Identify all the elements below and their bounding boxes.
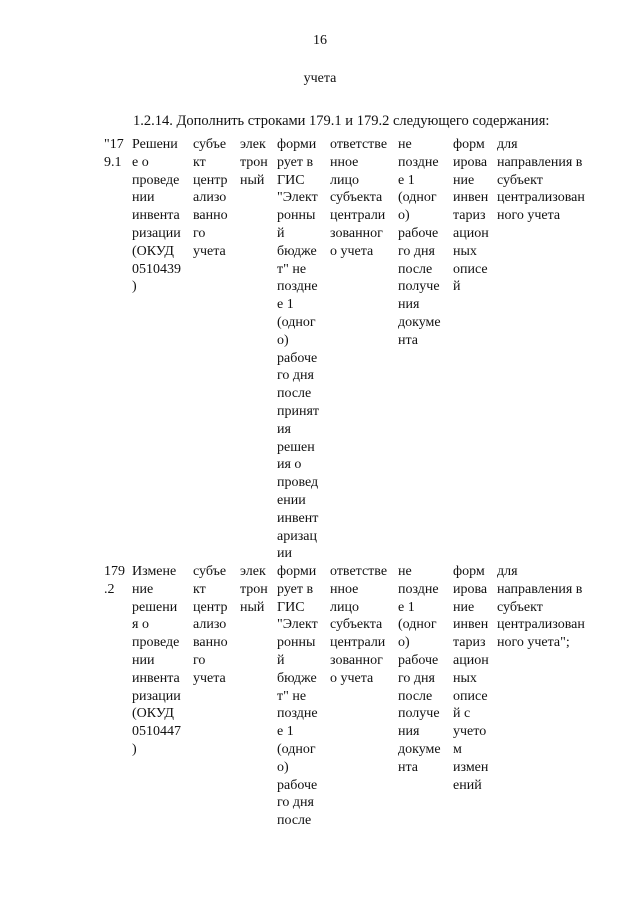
cell-line: после bbox=[277, 386, 312, 402]
cell-line: провед bbox=[277, 475, 319, 491]
cell-line: (ОКУД bbox=[132, 243, 174, 259]
cell-line: го дня bbox=[398, 243, 435, 259]
cell-line: инвен bbox=[453, 617, 489, 633]
cell-line: ние bbox=[132, 581, 154, 597]
cell-line: е о bbox=[132, 154, 149, 170]
recipient bbox=[497, 563, 585, 652]
cell-line: элек bbox=[240, 564, 266, 579]
cell-line: поздне bbox=[398, 154, 439, 170]
cell-line: субъе bbox=[193, 564, 227, 579]
cell-line: субъект bbox=[497, 172, 543, 188]
cell-line: элек bbox=[240, 137, 266, 152]
cell-line: инвен bbox=[453, 190, 489, 206]
responsible-person bbox=[330, 136, 387, 261]
cell-line: после bbox=[398, 688, 433, 704]
cell-line: субъе bbox=[193, 137, 227, 152]
deadline bbox=[398, 136, 441, 350]
cell-line: ений bbox=[453, 777, 482, 793]
cell-line: ГИС bbox=[277, 599, 305, 615]
cell-line: ии bbox=[277, 546, 292, 562]
document-name bbox=[132, 136, 181, 296]
cell-line: кт bbox=[193, 581, 206, 597]
purpose bbox=[453, 563, 489, 794]
cell-line: ении bbox=[277, 492, 306, 508]
cell-line: проведе bbox=[132, 635, 180, 651]
cell-line: ответстве bbox=[330, 137, 388, 152]
cell-line: рабоче bbox=[398, 652, 439, 668]
cell-line: ронны bbox=[277, 635, 316, 651]
cell-line: ния bbox=[398, 724, 420, 740]
cell-line: 0510447 bbox=[132, 724, 181, 740]
cell-line: ных bbox=[453, 243, 477, 259]
cell-line: решени bbox=[132, 599, 178, 615]
cell-line: проведе bbox=[132, 172, 180, 188]
row-code bbox=[104, 136, 124, 172]
cell-line: субъект bbox=[497, 599, 543, 615]
cell-line: й bbox=[277, 652, 285, 668]
cell-line: ного учета"; bbox=[497, 635, 570, 651]
cell-line: .2 bbox=[104, 581, 115, 597]
cell-line: нное bbox=[330, 581, 359, 597]
cell-line: го дня bbox=[277, 368, 314, 384]
cell-line: централизован bbox=[497, 617, 585, 633]
cell-line: 179 bbox=[104, 564, 125, 579]
cell-line: зованног bbox=[330, 225, 383, 241]
cell-line: докуме bbox=[398, 741, 441, 757]
cell-line: описе bbox=[453, 688, 488, 704]
cell-line: решен bbox=[277, 439, 315, 455]
cell-line: го bbox=[193, 225, 206, 241]
cell-line: ализо bbox=[193, 190, 227, 206]
page-number: 16 bbox=[313, 33, 327, 48]
cell-line: Измене bbox=[132, 564, 177, 579]
document-name bbox=[132, 563, 181, 759]
cell-line: поздне bbox=[277, 279, 318, 295]
cell-line: центр bbox=[193, 172, 228, 188]
cell-line: нии bbox=[132, 652, 155, 668]
cell-line: ного учета bbox=[497, 208, 561, 224]
cell-line: ронны bbox=[277, 208, 316, 224]
cell-line: инвента bbox=[132, 208, 180, 224]
cell-line: кт bbox=[193, 154, 206, 170]
cell-line: ный bbox=[240, 599, 265, 615]
cell-line: получе bbox=[398, 706, 440, 722]
cell-line: о) bbox=[277, 332, 289, 348]
cell-line: ия о bbox=[277, 457, 302, 473]
cell-line: принят bbox=[277, 403, 320, 419]
cell-line: аризац bbox=[277, 528, 317, 544]
cell-line: учета bbox=[193, 243, 226, 259]
cell-line: й bbox=[453, 279, 461, 295]
cell-line: тариз bbox=[453, 635, 486, 651]
cell-line: ализо bbox=[193, 617, 227, 633]
cell-line: нта bbox=[398, 759, 418, 775]
cell-line: не bbox=[398, 564, 412, 579]
cell-line: бюдже bbox=[277, 670, 317, 686]
cell-line: нное bbox=[330, 154, 359, 170]
cell-line: го дня bbox=[398, 670, 435, 686]
cell-line: ризации bbox=[132, 225, 181, 241]
cell-line: м bbox=[453, 741, 462, 757]
cell-line: ние bbox=[453, 172, 475, 188]
cell-line: (одног bbox=[277, 741, 316, 757]
cell-line: я о bbox=[132, 617, 149, 633]
cell-line: (одног bbox=[398, 190, 437, 206]
cell-line: о) bbox=[398, 635, 410, 651]
cell-line: ацион bbox=[453, 225, 489, 241]
cell-line: субъекта bbox=[330, 617, 383, 633]
cell-line: централизован bbox=[497, 190, 585, 206]
cell-line: ванно bbox=[193, 208, 228, 224]
cell-line: учета bbox=[193, 670, 226, 686]
document-form bbox=[240, 136, 268, 189]
cell-line: направления в bbox=[497, 581, 583, 597]
cell-line: (одног bbox=[277, 314, 316, 330]
cell-line: получе bbox=[398, 279, 440, 295]
cell-line: о учета bbox=[330, 670, 374, 686]
cell-line: е 1 bbox=[398, 172, 415, 188]
cell-line: т" не bbox=[277, 688, 307, 704]
cell-line: инвент bbox=[277, 510, 319, 526]
cell-line: форм bbox=[453, 137, 485, 152]
cell-line: о) bbox=[277, 759, 289, 775]
cell-line: трон bbox=[240, 154, 268, 170]
cell-line: для bbox=[497, 564, 518, 579]
recipient bbox=[497, 136, 585, 225]
cell-line: ) bbox=[132, 279, 137, 295]
purpose bbox=[453, 136, 489, 296]
cell-line: ирова bbox=[453, 581, 488, 597]
amendment-intro: 1.2.14. Дополнить строками 179.1 и 179.2 следующего содержания: bbox=[133, 113, 550, 129]
cell-line: описе bbox=[453, 261, 488, 277]
cell-line: поздне bbox=[398, 581, 439, 597]
cell-line: ия bbox=[277, 421, 291, 437]
cell-line: форм bbox=[453, 564, 485, 579]
cell-line: рует в bbox=[277, 154, 314, 170]
document-subject bbox=[193, 136, 228, 261]
cell-line: й bbox=[277, 225, 285, 241]
cell-line: рабоче bbox=[277, 350, 318, 366]
cell-line: е 1 bbox=[277, 724, 294, 740]
cell-line: для bbox=[497, 137, 518, 152]
cell-line: го bbox=[193, 652, 206, 668]
cell-line: (ОКУД bbox=[132, 706, 174, 722]
cell-line: после bbox=[398, 261, 433, 277]
document-subject bbox=[193, 563, 228, 688]
responsible-person bbox=[330, 563, 387, 688]
cell-line: й с bbox=[453, 706, 471, 722]
cell-line: учето bbox=[453, 724, 487, 740]
deadline bbox=[398, 563, 441, 777]
cell-line: ответстве bbox=[330, 564, 388, 579]
cell-line: е 1 bbox=[398, 599, 415, 615]
cell-line: трон bbox=[240, 581, 268, 597]
cell-line: зованног bbox=[330, 652, 383, 668]
cell-line: го дня bbox=[277, 795, 314, 811]
cell-line: о учета bbox=[330, 243, 374, 259]
cell-line: ванно bbox=[193, 635, 228, 651]
cell-line: 9.1 bbox=[104, 154, 122, 170]
continuation-text: учета bbox=[303, 71, 337, 86]
cell-line: докуме bbox=[398, 314, 441, 330]
cell-line: форми bbox=[277, 137, 317, 152]
cell-line: ние bbox=[453, 599, 475, 615]
cell-line: форми bbox=[277, 564, 317, 579]
cell-line: централи bbox=[330, 208, 386, 224]
formation-procedure bbox=[277, 136, 319, 563]
cell-line: направления в bbox=[497, 154, 583, 170]
cell-line: ) bbox=[132, 741, 137, 757]
cell-line: тариз bbox=[453, 208, 486, 224]
cell-line: ГИС bbox=[277, 172, 305, 188]
cell-line: после bbox=[277, 813, 312, 829]
cell-line: рабоче bbox=[277, 777, 318, 793]
cell-line: лицо bbox=[330, 172, 359, 188]
cell-line: ацион bbox=[453, 652, 489, 668]
row-code bbox=[104, 563, 125, 599]
cell-line: центр bbox=[193, 599, 228, 615]
cell-line: ния bbox=[398, 297, 420, 313]
document-form bbox=[240, 563, 268, 616]
cell-line: поздне bbox=[277, 706, 318, 722]
cell-line: нии bbox=[132, 190, 155, 206]
cell-line: бюдже bbox=[277, 243, 317, 259]
cell-line: 0510439 bbox=[132, 261, 181, 277]
cell-line: не bbox=[398, 137, 412, 152]
cell-line: ный bbox=[240, 172, 265, 188]
cell-line: ирова bbox=[453, 154, 488, 170]
cell-line: измен bbox=[453, 759, 489, 775]
cell-line: рует в bbox=[277, 581, 314, 597]
cell-line: ризации bbox=[132, 688, 181, 704]
cell-line: е 1 bbox=[277, 297, 294, 313]
cell-line: "Элект bbox=[277, 617, 318, 633]
cell-line: централи bbox=[330, 635, 386, 651]
cell-line: Решени bbox=[132, 137, 178, 152]
cell-line: "Элект bbox=[277, 190, 318, 206]
cell-line: ных bbox=[453, 670, 477, 686]
cell-line: субъекта bbox=[330, 190, 383, 206]
cell-line: инвента bbox=[132, 670, 180, 686]
cell-line: о) bbox=[398, 208, 410, 224]
cell-line: нта bbox=[398, 332, 418, 348]
cell-line: (одног bbox=[398, 617, 437, 633]
cell-line: т" не bbox=[277, 261, 307, 277]
cell-line: "17 bbox=[104, 137, 124, 152]
formation-procedure bbox=[277, 563, 318, 830]
cell-line: лицо bbox=[330, 599, 359, 615]
cell-line: рабоче bbox=[398, 225, 439, 241]
